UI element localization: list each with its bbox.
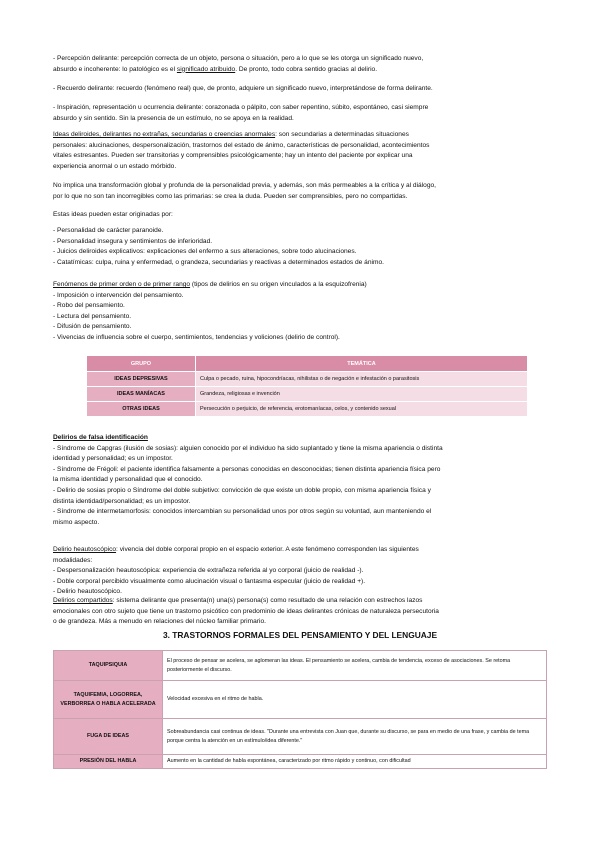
table-row: TAQUIPSIQUIA El proceso de pensar se acelera, se aglomeran las ideas. El pensamiento se acelera, cambia de tendencia, exceso de asociaciones. Se retoma posteriormente el discurso.: [54, 651, 547, 681]
table-header-row: [87, 356, 528, 372]
section-heading: Delirios de falsa identificación: [53, 434, 148, 441]
list-item: - Catatímicas: culpa, ruina y enfermedad, o grandeza, secundarias y reactivas a determinados estados de ánimo.: [53, 258, 384, 266]
list-item: - Delirio heautoscópico.: [53, 588, 122, 596]
table-row: OTRAS IDEAS Persecución o perjuicio, de referencia, erotomaníacas, celos, y contenido sexual: [87, 402, 528, 417]
table-row: PRESIÓN DEL HABLA Aumento en la cantidad de habla espontánea, caracterizado por ritmo rápido y continuo, con dificultad: [54, 755, 547, 769]
table-row: IDEAS DEPRESIVAS Culpa o pecado, ruina, hipocondríacas, nihilistas o de negación e infestación o parasitosis: [87, 372, 528, 387]
column-header-grupo: GRUPO: [87, 356, 196, 372]
list-item: - Vivencias de influencia sobre el cuerpo, sentimientos, tendencias y voliciones (delirio de control).: [53, 333, 340, 341]
section-title: 3. TRASTORNOS FORMALES DEL PENSAMIENTO Y DEL LENGUAJE: [162, 630, 438, 640]
tematica-table: [86, 355, 528, 417]
inspiration-paragraph: - Inspiración, representación u ocurrencia delirante: corazonada o pálpito, con saber repentino, súbito, espontáneo, casi siempre absurdo y sin sentido. Sin la presencia de un estímulo, no se apoya en la realidad.: [53, 104, 429, 122]
origins-list: Estas ideas pueden estar originadas por:: [53, 211, 173, 218]
table-row: IDEAS MANÍACAS Grandeza, religiosas e invención: [87, 387, 528, 402]
memory-paragraph: - Recuerdo delirante: recuerdo (fenómeno real) que, de pronto, adquiere un significado nuevo, interpretándose de forma delirante.: [53, 85, 433, 92]
list-item: - Personalidad de carácter paranoide.: [53, 227, 164, 234]
first-rank-section: Fenómenos de primer orden o de primer rango (tipos de delirios en su origen vinculados a la esquizofrenia) - Imposición o intervención del pensamiento. - Robo del pensamiento. - Lectura del pensamiento. - Difusión de pensamiento. - Vivencias de influencia sobre el cuerpo, sentimientos, tendencias y voliciones (delirio de control).: [53, 280, 547, 344]
formal-disorders-table: [53, 650, 547, 769]
shared-delusions-section: Delirios compartidos: sistema delirante que presenta(n) una(s) persona(s) como resultado de una relación con estrechos lazos emocionales con otro sujeto que tiene un trastorno psicótico con predominio de ideas delirantes crónicas de naturaleza persecutoria o de grandeza. Más a menudo en relaciones del núcleo familiar primario.: [53, 597, 439, 626]
column-header-tematica: TEMÁTICA: [196, 356, 528, 372]
list-item: - Robo del pensamiento.: [53, 302, 125, 310]
deliroid-paragraph: Ideas deliroides, delirantes no extrañas, secundarias o creencias anormales: son secundarias a determinadas situaciones personales: alucinaciones, despersonalización, trastornos del estado de ánimo, características de personalidad, acontecimientos vitales estresantes. Pueden ser transitorias y comprensibles psicológicamente; hay un intento del paciente por explicar una experiencia anormal o un estado mórbido.: [53, 131, 430, 170]
table-row: TAQUIFEMIA, LOGORREA, VERBORREA O HABLA ACELERADA Velocidad excesiva en el ritmo de habla.: [54, 681, 547, 719]
false-identification-section: Delirios de falsa identificación - Síndrome de Capgras (ilusión de sosias): alguien conocido por el individuo ha sido suplantado y tiene la misma apariencia o distinta identidad y personalidad; es un impostor. - Síndrome de Frégoli: el paciente identifica falsamente a personas conocidas en desconocidas; tienen distinta apariencia física pero la misma identidad y personalidad que el conocido. - Delirio de sosias propio o Síndrome del doble subjetivo: convicción de que existe un doble propio, con misma apariencia física y distinta identidad/personalidad; es un impostor. - Síndrome de intermetamorfosis: conocidos intercambian su personalidad unos por otros según su voluntad, aun manteniendo el mismo aspecto.: [53, 433, 547, 528]
list-item: - Despersonalización heautoscópica: experiencia de extrañeza referida al yo corporal (juicio de realidad -).: [53, 567, 364, 575]
list-item: - Juicios deliroides explicativos: explicaciones del enfermo a sus alteraciones, sobre todo alucinaciones.: [53, 248, 357, 256]
heautoscopic-section: Delirio heautoscópico: vivencia del doble corporal propio en el espacio exterior. A este fenómeno corresponden las siguientes modalidades: - Despersonalización heautoscópica: experiencia de extrañeza referida al yo corporal (juicio de realidad -). - Doble corporal percibido visualmente como alucinación visual o fantasma especular (juicio de realidad +). - Delirio heautoscópico.: [53, 545, 547, 598]
list-item: - Imposición o intervención del pensamiento.: [53, 291, 184, 299]
list-item: - Personalidad insegura y sentimientos de inferioridad.: [53, 237, 213, 245]
table-row: FUGA DE IDEAS Sobreabundancia casi continua de ideas. "Durante una entrevista con Juan que, durante su discurso, se para en medio de una frase, y cambia de tema porque centra la atención en un estímulo/idea diferente.": [54, 719, 547, 755]
perception-paragraph: - Percepción delirante: percepción correcta de un objeto, persona o situación, pero a lo que se les otorga un significado nuevo, absurdo e incoherente: lo patológico es el significado atribuido. De pronto, todo cobra sentido gracias al delirio.: [53, 55, 424, 73]
origins-items: [53, 226, 547, 268]
list-item: - Doble corporal percibido visualmente como alucinación visual o fantasma especular (juicio de realidad +).: [53, 577, 366, 585]
implication-paragraph: No implica una transformación global y profunda de la personalidad previa, y además, son más permeables a la crítica y al diálogo, por lo que no son tan incorregibles como las primarias: se crea la duda. Pueden ser comprensibles, pero no compartidas.: [53, 182, 437, 200]
list-item: - Lectura del pensamiento.: [53, 312, 132, 320]
list-item: - Difusión de pensamiento.: [53, 323, 132, 331]
